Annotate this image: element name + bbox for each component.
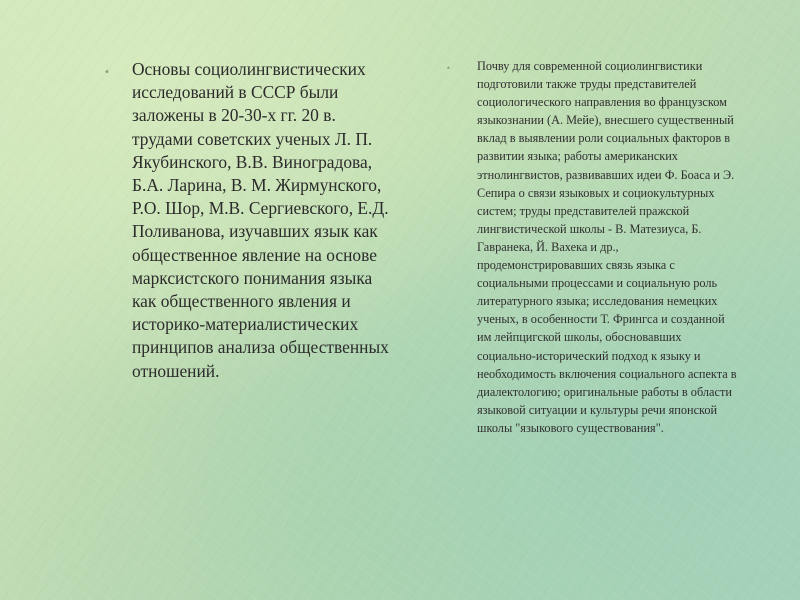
right-paragraph: Почву для современной социолингвистики подготовили также труды представителей социологического направления во французском языкознании (А. Мейе), внесшего существенный вклад в выявлении роли социальных факторов в развитии языка; работы американских этнолингвистов, развивавших идеи Ф. Боаса и Э. Сепира о связи языковых и социокультурных систем; труды представителей пражской лингвистической школы - В. Матезиуса, Б. Гавранека, Й. Вахека и др., продемонстрировавших связь языка с социальными процессами и социальную роль литературного языка; исследования немецких ученых, в особенности Т. Фрингса и созданной им лейпцигской школы, обосновавших социально-исторический подход к языку и необходимость включения социального аспекта в диалектологию; оригинальные работы в области языковой ситуации и культуры речи японской школы "языкового существования". bbox=[477, 59, 737, 435]
right-text-block bbox=[446, 57, 740, 437]
left-paragraph: Основы социолингвистических исследований в СССР были заложены в 20-30-х гг. 20 в. трудами советских ученых Л. П. Якубинского, В.В. Виноградова, Б.А. Ларина, В. М. Жирмунского, Р.О. Шор, М.В. Сергиевского, Е.Д. Поливанова, изучавших язык как общественное явление на основе марксистского понимания языка как общественного явления и историко-материалистических принципов анализа общественных отношений. bbox=[132, 59, 389, 381]
left-text-block bbox=[104, 58, 400, 383]
bullet-icon: • bbox=[104, 67, 110, 78]
bullet-icon: • bbox=[446, 64, 451, 73]
